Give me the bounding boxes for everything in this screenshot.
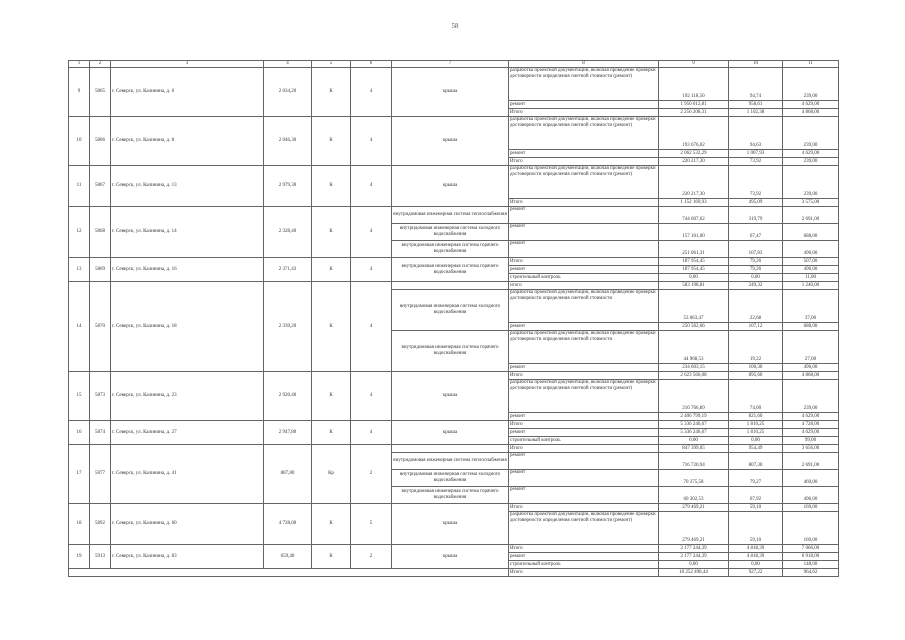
work-type: разработка проектной документации, включая проведение проверки достоверности определения сметной стоимости (ремонт) [509, 166, 659, 199]
cost-limit: 496,00 [783, 487, 839, 504]
work-element-blank [392, 445, 509, 453]
cost-limit: 99,00 [783, 437, 839, 445]
cost-value: 2 062 532,29 [659, 150, 729, 158]
work-type: Итого [509, 445, 659, 453]
house-address: г. Северск, ул. Калинина, д. 8 [111, 117, 264, 166]
work-type: Итого [509, 569, 659, 577]
cost-per-m2: 107,12 [729, 323, 783, 331]
house-floors: 5 [351, 504, 392, 545]
house-address: г. Северск, ул. Калинина, д. 16 [111, 258, 264, 282]
cost-limit: 239,00 [783, 68, 839, 101]
row-number: 12 [69, 207, 90, 258]
cost-value: 0,00 [659, 437, 729, 445]
work-type: ремонт [509, 266, 659, 274]
table-row [69, 504, 839, 512]
work-element: внутридомовая инженерная система холодного водоснабжения [392, 224, 509, 241]
cost-per-m2: 79,26 [729, 266, 783, 274]
table-row [69, 545, 839, 553]
work-type: разработка проектной документации, включая проведение проверки достоверности определения сметной стоимости [509, 331, 659, 364]
work-element: внутридомовая инженерная система горячего водоснабжения [392, 258, 509, 282]
cost-per-m2: 19,22 [729, 331, 783, 364]
house-code: 5892 [90, 504, 111, 545]
cost-value: 279 469,21 [659, 504, 729, 512]
house-address: г. Северск, ул. Калинина, д. 14 [111, 207, 264, 258]
cost-value: 279 469,21 [659, 512, 729, 545]
cost-limit: 688,00 [783, 224, 839, 241]
cost-limit: 3 656,00 [783, 445, 839, 453]
cost-value: 157 101,00 [659, 224, 729, 241]
row-number: 19 [69, 545, 90, 569]
row-number: 17 [69, 445, 90, 504]
cost-limit: 496,00 [783, 364, 839, 372]
work-type: ремонт [509, 487, 659, 504]
cost-limit: 2 691,00 [783, 453, 839, 470]
cost-per-m2: 73,92 [729, 166, 783, 199]
table-row [69, 445, 839, 453]
house-address: г. Северск, ул. Калинина, д. 83 [111, 545, 264, 569]
work-type: ремонт [509, 553, 659, 561]
cost-value: 250 562,66 [659, 323, 729, 331]
cost-limit: 2 691,00 [783, 207, 839, 224]
cost-per-m2: 927,22 [729, 569, 783, 577]
work-type: ремонт [509, 224, 659, 241]
cost-limit: 964,62 [783, 569, 839, 577]
work-element: внутридомовая инженерная система холодного водоснабжения [392, 290, 509, 331]
cost-value: 187 954,45 [659, 266, 729, 274]
work-type: ремонт [509, 364, 659, 372]
cost-value: 847 399,05 [659, 445, 729, 453]
cost-value: 716 720,94 [659, 453, 729, 470]
capital-repair-table [68, 60, 839, 577]
cost-per-m2: 79,27 [729, 470, 783, 487]
cost-per-m2: 821,60 [729, 413, 783, 421]
cost-limit: 3 575,00 [783, 199, 839, 207]
house-type: К [312, 421, 351, 445]
house-floors: 4 [351, 282, 392, 372]
house-code: 5869 [90, 258, 111, 282]
cost-per-m2: 249,32 [729, 282, 783, 290]
cost-per-m2: 895,60 [729, 372, 783, 380]
page-number: 58 [451, 22, 459, 30]
column-header: 9 [659, 61, 729, 68]
work-element: крыша [392, 504, 509, 545]
house-type: К [312, 117, 351, 166]
house-code: 5870 [90, 282, 111, 372]
column-header: 10 [729, 61, 783, 68]
cost-value: 2 256 208,31 [659, 109, 729, 117]
house-address: г. Северск, ул. Калинина, д. 6 [111, 68, 264, 117]
cost-value: 2 623 566,08 [659, 372, 729, 380]
cost-value: 744 607,62 [659, 207, 729, 224]
cost-limit: 239,00 [783, 380, 839, 413]
house-area: 887,80 [264, 445, 312, 504]
work-type: Итого [509, 158, 659, 166]
cost-value: 192 118,50 [659, 68, 729, 101]
cost-limit: 7 066,00 [783, 545, 839, 553]
cost-limit: 496,00 [783, 241, 839, 258]
cost-per-m2: 94,63 [729, 117, 783, 150]
house-type: Кр [312, 445, 351, 504]
cost-per-m2: 1 007,93 [729, 150, 783, 158]
house-floors: 4 [351, 207, 392, 258]
work-type: Итого [509, 421, 659, 429]
work-element: крыша [392, 68, 509, 117]
work-type: ремонт [509, 429, 659, 437]
cost-per-m2: 67,47 [729, 224, 783, 241]
cost-per-m2: 73,92 [729, 158, 783, 166]
cost-value: 60 302,53 [659, 487, 729, 504]
house-type: К [312, 258, 351, 282]
table-row [69, 68, 839, 101]
blank-cell [69, 569, 509, 577]
house-area: 2 979,30 [264, 166, 312, 207]
cost-value: 193 676,02 [659, 117, 729, 150]
cost-limit: 148,00 [783, 561, 839, 569]
work-type: Итого [509, 545, 659, 553]
house-address: г. Северск, ул. Калинина, д. 13 [111, 166, 264, 207]
cost-per-m2: 0,00 [729, 437, 783, 445]
cost-value: 187 954,45 [659, 258, 729, 266]
cost-limit: 507,00 [783, 258, 839, 266]
table-row [69, 117, 839, 150]
cost-per-m2: 74,00 [729, 380, 783, 413]
cost-limit: 169,00 [783, 504, 839, 512]
grand-total-row [69, 569, 839, 577]
cost-per-m2: 0,00 [729, 274, 783, 282]
house-type: К [312, 282, 351, 372]
house-address: г. Северск, ул. Калинина, д. 41 [111, 445, 264, 504]
house-area: 2 947,80 [264, 421, 312, 445]
work-element: крыша [392, 421, 509, 445]
cost-value: 1 950 012,81 [659, 101, 729, 109]
house-area: 2 034,20 [264, 68, 312, 117]
cost-value: 0,00 [659, 274, 729, 282]
cost-per-m2: 100,30 [729, 364, 783, 372]
cost-limit: 169,00 [783, 512, 839, 545]
house-floors: 2 [351, 445, 392, 504]
house-area: 4 728,00 [264, 504, 312, 545]
house-area: 2 371,43 [264, 258, 312, 282]
cost-value: 583 198,81 [659, 282, 729, 290]
house-type: К [312, 545, 351, 569]
house-floors: 4 [351, 117, 392, 166]
cost-value: 10 252 498,44 [659, 569, 729, 577]
cost-limit: 37,00 [783, 290, 839, 323]
work-element: внутридомовая инженерная система горячего водоснабжения [392, 331, 509, 372]
work-element: внутридомовая инженерная система холодного водоснабжения [392, 470, 509, 487]
row-number: 14 [69, 282, 90, 372]
cost-limit: 4 728,00 [783, 421, 839, 429]
cost-limit: 688,00 [783, 323, 839, 331]
column-header: 4 [264, 61, 312, 68]
house-floors: 2 [351, 545, 392, 569]
cost-per-m2: 79,26 [729, 258, 783, 266]
work-type: Итого [509, 372, 659, 380]
house-floors: 4 [351, 68, 392, 117]
house-address: г. Северск, ул. Калинина, д. 18 [111, 282, 264, 372]
work-element: внутридомовая инженерная система горячего водоснабжения [392, 241, 509, 258]
cost-per-m2: 1 810,25 [729, 429, 783, 437]
cost-limit: 27,00 [783, 331, 839, 364]
cost-limit: 4 629,00 [783, 413, 839, 421]
house-code: 5913 [90, 545, 111, 569]
cost-limit: 239,00 [783, 117, 839, 150]
work-type: ремонт [509, 470, 659, 487]
cost-per-m2: 319,79 [729, 207, 783, 224]
work-type: строительный контроль [509, 274, 659, 282]
column-header: 6 [351, 61, 392, 68]
cost-limit: 239,00 [783, 166, 839, 199]
cost-value: 5 336 246,67 [659, 421, 729, 429]
work-element: крыша [392, 117, 509, 166]
work-type: Итого [509, 504, 659, 512]
cost-value: 44 968,53 [659, 331, 729, 364]
cost-value: 216 766,89 [659, 380, 729, 413]
column-number-row [69, 61, 839, 68]
cost-per-m2: 107,83 [729, 241, 783, 258]
table-row [69, 258, 839, 266]
cost-limit: 1 240,00 [783, 282, 839, 290]
cost-per-m2: 94,74 [729, 68, 783, 101]
house-type: К [312, 504, 351, 545]
work-element: крыша [392, 545, 509, 569]
work-type: ремонт [509, 207, 659, 224]
cost-limit: 4 868,00 [783, 372, 839, 380]
work-type: Итого [509, 109, 659, 117]
table-row [69, 166, 839, 199]
house-type: К [312, 372, 351, 421]
work-element-blank [392, 282, 509, 290]
row-number: 13 [69, 258, 90, 282]
table-row [69, 282, 839, 290]
cost-value: 220 217,30 [659, 158, 729, 166]
house-code: 5868 [90, 207, 111, 258]
work-type: Итого [509, 258, 659, 266]
cost-per-m2: 1 810,25 [729, 421, 783, 429]
column-header: 8 [509, 61, 659, 68]
house-type: К [312, 68, 351, 117]
column-header: 1 [69, 61, 90, 68]
cost-per-m2: 495,09 [729, 199, 783, 207]
work-type: разработка проектной документации, включая проведение проверки достоверности определения сметной стоимости (ремонт) [509, 512, 659, 545]
cost-limit: 4 868,00 [783, 109, 839, 117]
work-type: Итого [509, 199, 659, 207]
cost-per-m2: 1 102,38 [729, 109, 783, 117]
cost-per-m2: 807,30 [729, 453, 783, 470]
house-address: г. Северск, ул. Калинина, д. 27 [111, 421, 264, 445]
cost-limit: 4 629,00 [783, 101, 839, 109]
cost-per-m2: 958,61 [729, 101, 783, 109]
work-type: ремонт [509, 241, 659, 258]
cost-value: 53 063,47 [659, 290, 729, 323]
cost-value: 3 177 244,39 [659, 553, 729, 561]
cost-per-m2: 67,92 [729, 487, 783, 504]
work-type: строительный контроль [509, 437, 659, 445]
column-header: 2 [90, 61, 111, 68]
cost-value: 251 061,31 [659, 241, 729, 258]
cost-value: 5 336 246,67 [659, 429, 729, 437]
table-row [69, 372, 839, 380]
cost-limit: 6 918,00 [783, 553, 839, 561]
cost-limit: 4 629,00 [783, 429, 839, 437]
house-code: 5873 [90, 372, 111, 421]
cost-value: 70 375,58 [659, 470, 729, 487]
work-element: крыша [392, 372, 509, 421]
cost-value: 234 603,15 [659, 364, 729, 372]
table-row [69, 207, 839, 224]
work-type: разработка проектной документации, включая проведение проверки достоверности определения сметной стоимости [509, 290, 659, 323]
cost-limit: 4 629,00 [783, 150, 839, 158]
house-type: К [312, 166, 351, 207]
work-element: внутридомовая инженерная система горячего водоснабжения [392, 487, 509, 504]
cost-limit: 11,00 [783, 274, 839, 282]
table-row [69, 421, 839, 429]
cost-per-m2: 4 818,39 [729, 553, 783, 561]
column-header: 5 [312, 61, 351, 68]
work-type: ремонт [509, 453, 659, 470]
work-type: ремонт [509, 150, 659, 158]
cost-limit: 469,00 [783, 470, 839, 487]
cost-value: 1 152 169,93 [659, 199, 729, 207]
cost-per-m2: 4 818,39 [729, 545, 783, 553]
cost-per-m2: 59,10 [729, 504, 783, 512]
row-number: 9 [69, 68, 90, 117]
column-header: 3 [111, 61, 264, 68]
house-floors: 4 [351, 166, 392, 207]
house-area: 659,40 [264, 545, 312, 569]
house-floors: 4 [351, 421, 392, 445]
cost-per-m2: 22,68 [729, 290, 783, 323]
work-type: разработка проектной документации, включая проведение проверки достоверности определения сметной стоимости (ремонт) [509, 380, 659, 413]
row-number: 16 [69, 421, 90, 445]
house-address: г. Северск, ул. Калинина, д. 60 [111, 504, 264, 545]
house-code: 5877 [90, 445, 111, 504]
cost-per-m2: 0,00 [729, 561, 783, 569]
work-element: крыша [392, 166, 509, 207]
house-code: 5865 [90, 68, 111, 117]
house-area: 2 920,40 [264, 372, 312, 421]
work-element: внутридомовая инженерная система теплоснабжения [392, 453, 509, 470]
column-header: 7 [392, 61, 509, 68]
row-number: 15 [69, 372, 90, 421]
house-code: 5867 [90, 166, 111, 207]
row-number: 10 [69, 117, 90, 166]
work-type: разработка проектной документации, включая проведение проверки достоверности определения сметной стоимости (ремонт) [509, 68, 659, 101]
cost-per-m2: 59,10 [729, 512, 783, 545]
house-code: 5866 [90, 117, 111, 166]
cost-per-m2: 954,49 [729, 445, 783, 453]
house-code: 5874 [90, 421, 111, 445]
house-area: 2 046,30 [264, 117, 312, 166]
work-type: разработка проектной документации, включая проведение проверки достоверности определения сметной стоимости (ремонт) [509, 117, 659, 150]
cost-value: 0,00 [659, 561, 729, 569]
house-area: 2 339,20 [264, 282, 312, 372]
house-area: 2 328,40 [264, 207, 312, 258]
column-header: 11 [783, 61, 839, 68]
cost-value: 220 217,30 [659, 166, 729, 199]
cost-value: 2 406 799,19 [659, 413, 729, 421]
work-type: строительный контроль [509, 561, 659, 569]
house-floors: 4 [351, 258, 392, 282]
house-type: К [312, 207, 351, 258]
house-address: г. Северск, ул. Калинина, д. 23 [111, 372, 264, 421]
cost-limit: 496,00 [783, 266, 839, 274]
cost-value: 3 177 244,39 [659, 545, 729, 553]
house-floors: 4 [351, 372, 392, 421]
work-type: итого [509, 282, 659, 290]
work-type: ремонт [509, 323, 659, 331]
work-element: внутридомовая инженерная система теплоснабжения [392, 207, 509, 224]
row-number: 18 [69, 504, 90, 545]
work-type: ремонт [509, 413, 659, 421]
cost-limit: 239,00 [783, 158, 839, 166]
row-number: 11 [69, 166, 90, 207]
work-type: ремонт [509, 101, 659, 109]
